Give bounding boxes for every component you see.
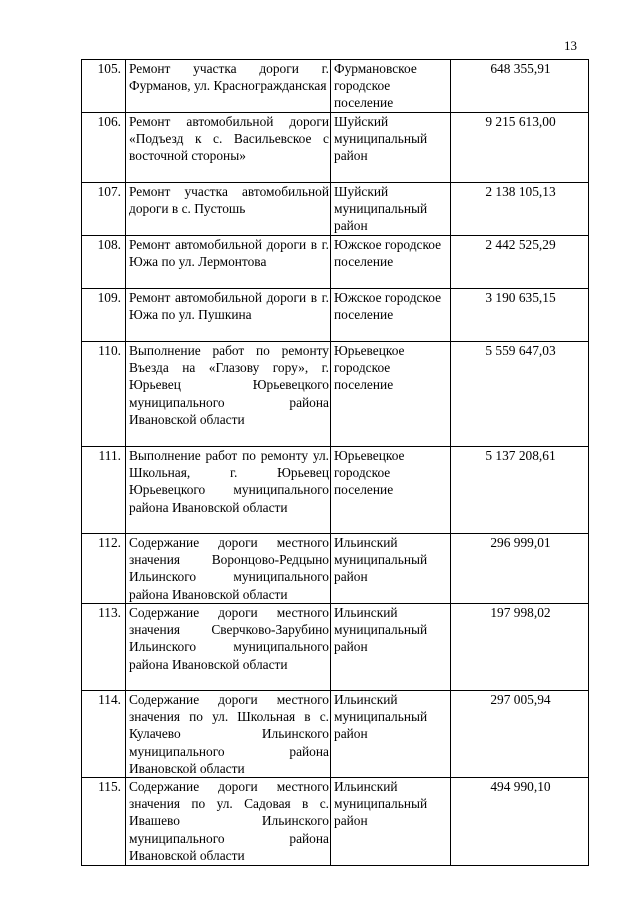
table-row — [82, 60, 589, 113]
amount: 3 190 635,15 — [451, 289, 589, 342]
work-description: Содержание дороги местного значения Воронцово-Редцыно Ильинского муниципального района Ивановской области — [126, 534, 331, 604]
amount: 9 215 613,00 — [451, 113, 589, 183]
municipality: Южское городское поселение — [331, 289, 451, 342]
amount: 5 137 208,61 — [451, 447, 589, 534]
amount: 296 999,01 — [451, 534, 589, 604]
amount: 297 005,94 — [451, 691, 589, 778]
row-number: 114. — [82, 691, 126, 778]
municipality: Ильинский муниципальный район — [331, 778, 451, 866]
work-description: Выполнение работ по ремонту Въезда на «Глазову гору», г. Юрьевец Юрьевецкого муниципального района Ивановской области — [126, 342, 331, 447]
work-description: Ремонт участка автомобильной дороги в с. Пустошь — [126, 183, 331, 236]
page-number: 13 — [564, 38, 577, 53]
table-row — [82, 342, 589, 447]
amount: 2 138 105,13 — [451, 183, 589, 236]
municipality: Шуйский муниципальный район — [331, 183, 451, 236]
municipality: Фурмановское городское поселение — [331, 60, 451, 113]
row-number: 113. — [82, 604, 126, 691]
row-number: 110. — [82, 342, 126, 447]
row-number: 108. — [82, 236, 126, 289]
row-number: 105. — [82, 60, 126, 113]
row-number: 106. — [82, 113, 126, 183]
table-row — [82, 691, 589, 778]
municipality: Юрьевецкое городское поселение — [331, 447, 451, 534]
table-row — [82, 183, 589, 236]
municipality: Ильинский муниципальный район — [331, 534, 451, 604]
municipality: Ильинский муниципальный район — [331, 604, 451, 691]
municipality: Южское городское поселение — [331, 236, 451, 289]
work-description: Выполнение работ по ремонту ул. Школьная, г. Юрьевец Юрьевецкого муниципального района Ивановской области — [126, 447, 331, 534]
amount: 5 559 647,03 — [451, 342, 589, 447]
municipality: Шуйский муниципальный район — [331, 113, 451, 183]
work-description: Ремонт автомобильной дороги «Подъезд к с. Васильевское с восточной стороны» — [126, 113, 331, 183]
municipality: Ильинский муниципальный район — [331, 691, 451, 778]
table-row — [82, 778, 589, 866]
amount: 2 442 525,29 — [451, 236, 589, 289]
table-row — [82, 236, 589, 289]
row-number: 111. — [82, 447, 126, 534]
table-row — [82, 604, 589, 691]
row-number: 107. — [82, 183, 126, 236]
work-description: Ремонт автомобильной дороги в г. Южа по ул. Пушкина — [126, 289, 331, 342]
work-description: Содержание дороги местного значения Сверчково-Зарубино Ильинского муниципального района Ивановской области — [126, 604, 331, 691]
table-row — [82, 447, 589, 534]
work-description: Ремонт участка дороги г. Фурманов, ул. Красногражданская — [126, 60, 331, 113]
row-number: 115. — [82, 778, 126, 866]
road-works-table — [81, 59, 589, 866]
row-number: 112. — [82, 534, 126, 604]
municipality: Юрьевецкое городское поселение — [331, 342, 451, 447]
row-number: 109. — [82, 289, 126, 342]
amount: 494 990,10 — [451, 778, 589, 866]
table-row — [82, 534, 589, 604]
table-row — [82, 113, 589, 183]
amount: 648 355,91 — [451, 60, 589, 113]
table-row — [82, 289, 589, 342]
amount: 197 998,02 — [451, 604, 589, 691]
work-description: Содержание дороги местного значения по ул. Садовая в с. Ивашево Ильинского муниципального района Ивановской области — [126, 778, 331, 866]
work-description: Содержание дороги местного значения по ул. Школьная в с. Кулачево Ильинского муниципального района Ивановской области — [126, 691, 331, 778]
work-description: Ремонт автомобильной дороги в г. Южа по ул. Лермонтова — [126, 236, 331, 289]
